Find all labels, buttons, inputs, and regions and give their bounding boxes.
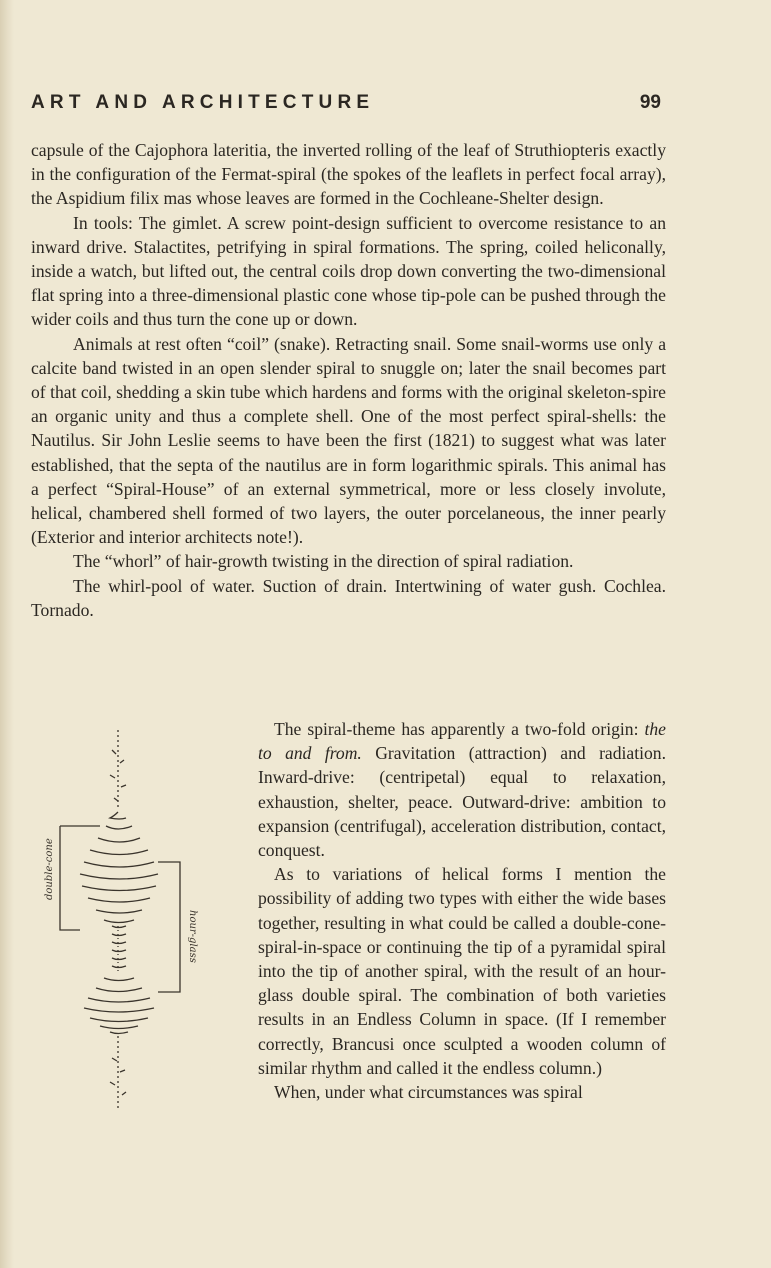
page-header (31, 92, 661, 118)
main-text-column (31, 138, 666, 622)
spiral-sketch-figure (40, 730, 198, 1110)
paragraph: capsule of the Cajophora lateritia, the inverted rolling of the leaf of Struthiopteris exactly in the configuration of the Fermat-spiral (the spokes of the leaflets in perfect focal array), the Aspidium filix mas whose leaves are formed in the Cochleane-Shelter design. (31, 140, 666, 209)
paragraph-rest: Gravitation (attraction) and radiation. Inward-drive: (centripetal) equal to relaxation, exhaustion, shelter, peace. Outward-drive: ambition to expansion (centrifugal), acceleration distribution, contact, conquest. (258, 743, 667, 861)
figure-label-left: double-cone (44, 838, 55, 900)
paragraph: Animals at rest often “coil” (snake). Retracting snail. Some snail-worms use only a calcite band twisted in an open slender spiral to snuggle on; later the snail becomes part of that coil, shedding a skin tube which hardens and forms with the original skeleton-spire an organic unity and thus a complete shell. One of the most perfect spiral-shells: the Nautilus. Sir John Leslie seems to have been the first (1821) to suggest what was later established, that the septa of the nautilus are in form logarithmic spirals. This animal has a perfect “Spiral-House” of an external symmetrical, more or less closely involute, helical, chambered shell formed of two layers, the outer porcelaneous, the inner pearly (Exterior and interior architects note!). (31, 333, 666, 548)
paragraph-lead: The spiral-theme has apparently a two-fold origin: (274, 719, 645, 739)
paragraph: When, under what circumstances was spiral (274, 1082, 583, 1103)
paragraph (258, 717, 666, 862)
page-number: 99 (639, 92, 661, 113)
paragraph: In tools: The gimlet. A screw point-design sufficient to overcome resistance to an inward drive. Stalactites, petrifying in spiral formations. The spring, coiled heliconally, inside a watch, but lifted out, the central coils drop down converting the two-dimensional flat spring into a three-dimensional plastic cone whose tip-pole can be pushed through the wider coils and thus turn the cone up or down. (31, 212, 666, 330)
book-spine-shadow (0, 0, 14, 1268)
italic-phrase: the to and from. (258, 719, 666, 764)
paragraph: The “whorl” of hair-growth twisting in the direction of spiral radiation. (73, 551, 574, 572)
side-text-column (258, 717, 666, 1104)
running-head: ART AND ARCHITECTURE (31, 92, 375, 113)
paragraph: As to variations of helical forms I mention the possibility of adding two types with either the wide bases together, resulting in what could be called a double-cone-spiral-in-space or continuing the tip of a pyramidal spiral into the tip of another spiral, with the result of an hour-glass double spiral. The combination of both varieties results in an Endless Column in space. (If I remember correctly, Brancusi once sculpted a wooden column of similar rhythm and called it the endless column.) (258, 864, 666, 1078)
paragraph: The whirl-pool of water. Suction of drain. Intertwining of water gush. Cochlea. Tornado. (31, 575, 666, 620)
figure-label-right: hour-glass (187, 910, 198, 963)
